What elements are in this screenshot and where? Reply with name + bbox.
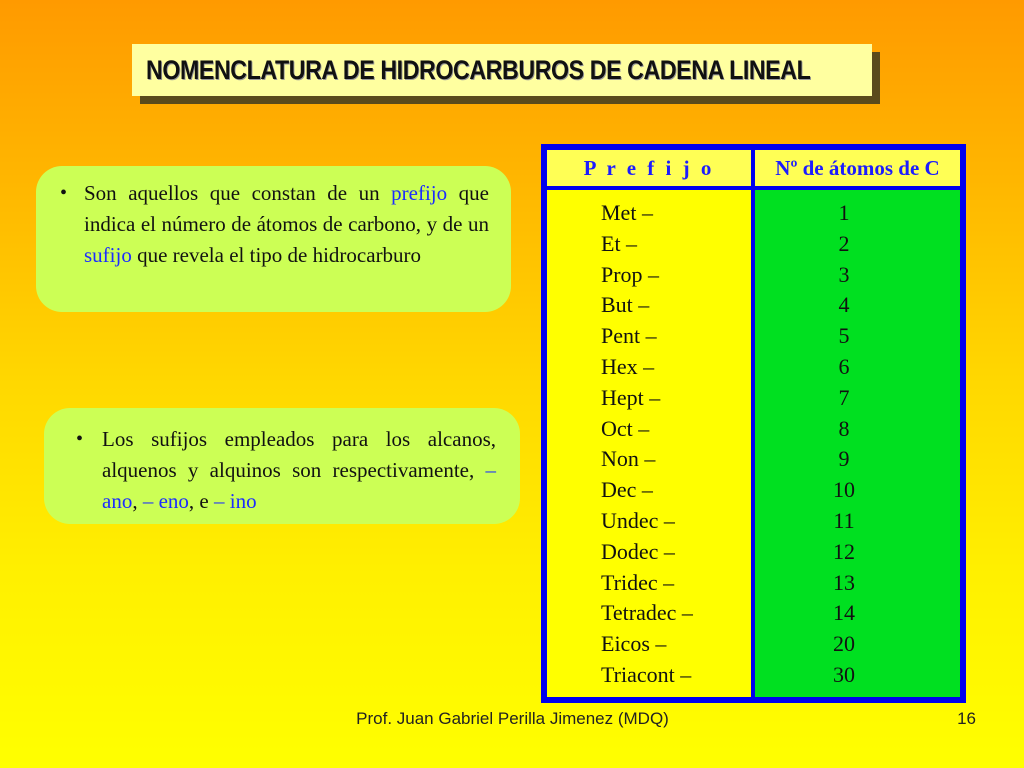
table-header-prefix: P r e f i j o xyxy=(547,150,751,186)
bullet-box-suffixes xyxy=(44,408,520,524)
bullet2-sep1: , xyxy=(132,489,143,513)
table-cell-prefix: Hept – xyxy=(601,384,661,410)
table-cell-atoms: 4 xyxy=(838,292,850,318)
table-cell-atoms: 13 xyxy=(833,569,855,595)
table-header-atoms: Nº de átomos de C xyxy=(755,150,960,186)
table-cell-atoms: 7 xyxy=(838,384,850,410)
table-cell-atoms: 8 xyxy=(838,415,850,441)
bullet1-text-pre: Son aquellos que constan de un xyxy=(84,181,392,205)
table-cell-atoms: 10 xyxy=(833,477,855,503)
bullet2-highlight-ino: – ino xyxy=(213,489,257,513)
bullet1-highlight-prefijo: prefijo xyxy=(391,181,448,205)
title-box xyxy=(132,44,872,96)
table-cell-atoms: 2 xyxy=(838,230,850,256)
table-cell-prefix: But – xyxy=(601,292,650,318)
table-cell-atoms: 20 xyxy=(833,631,855,657)
table-cell-prefix: Triacont – xyxy=(601,661,692,687)
page-title: NOMENCLATURA DE HIDROCARBUROS DE CADENA LINEAL xyxy=(146,54,811,85)
bullet2-highlight-ano: – ano xyxy=(102,458,496,513)
atoms-list xyxy=(812,198,876,691)
table-cell-prefix: Oct – xyxy=(601,415,650,441)
table-cell-prefix: Dodec – xyxy=(601,538,675,564)
bullet2-sep2: , e xyxy=(188,489,214,513)
table-cell-prefix: Tridec – xyxy=(601,569,675,595)
table-cell-atoms: 3 xyxy=(838,261,850,287)
table-cell-prefix: Et – xyxy=(601,230,638,256)
prefix-list xyxy=(601,198,693,691)
bullet1-text-post: que revela el tipo de hidrocarburo xyxy=(131,243,422,267)
bullet-icon: • xyxy=(76,428,84,450)
table-cell-prefix: Non – xyxy=(601,446,656,472)
table-cell-atoms: 9 xyxy=(838,446,850,472)
table-cell-atoms: 5 xyxy=(838,323,850,349)
bullet1-text-mid: que indica el número de átomos de carbono, y de un xyxy=(84,181,489,236)
table-cell-prefix: Tetradec – xyxy=(601,600,693,626)
table-cell-atoms: 12 xyxy=(833,538,855,564)
table-cell-atoms: 30 xyxy=(833,661,855,687)
table-cell-atoms: 11 xyxy=(833,507,855,533)
table-cell-prefix: Pent – xyxy=(601,323,657,349)
table-cell-prefix: Prop – xyxy=(601,261,660,287)
bullet1-highlight-sufijo: sufijo xyxy=(84,243,132,267)
bullet-icon: • xyxy=(60,182,68,204)
bullet-box-definition xyxy=(36,166,511,312)
table-cell-prefix: Dec – xyxy=(601,477,653,503)
table-cell-prefix: Eicos – xyxy=(601,631,667,657)
slide-number: 16 xyxy=(957,709,976,728)
table-cell-atoms: 6 xyxy=(838,353,850,379)
footer-author: Prof. Juan Gabriel Perilla Jimenez (MDQ) xyxy=(356,709,669,728)
table-cell-atoms: 14 xyxy=(833,600,855,626)
bullet2-highlight-eno: – eno xyxy=(142,489,189,513)
table-cell-atoms: 1 xyxy=(838,200,850,225)
table-cell-prefix: Undec – xyxy=(601,507,675,533)
bullet2-text-pre: Los sufijos empleados para los alcanos, alquenos y alquinos son respectivamente, xyxy=(102,427,496,482)
table-cell-prefix: Hex – xyxy=(601,353,655,379)
table-cell-prefix: Met – xyxy=(601,200,653,225)
